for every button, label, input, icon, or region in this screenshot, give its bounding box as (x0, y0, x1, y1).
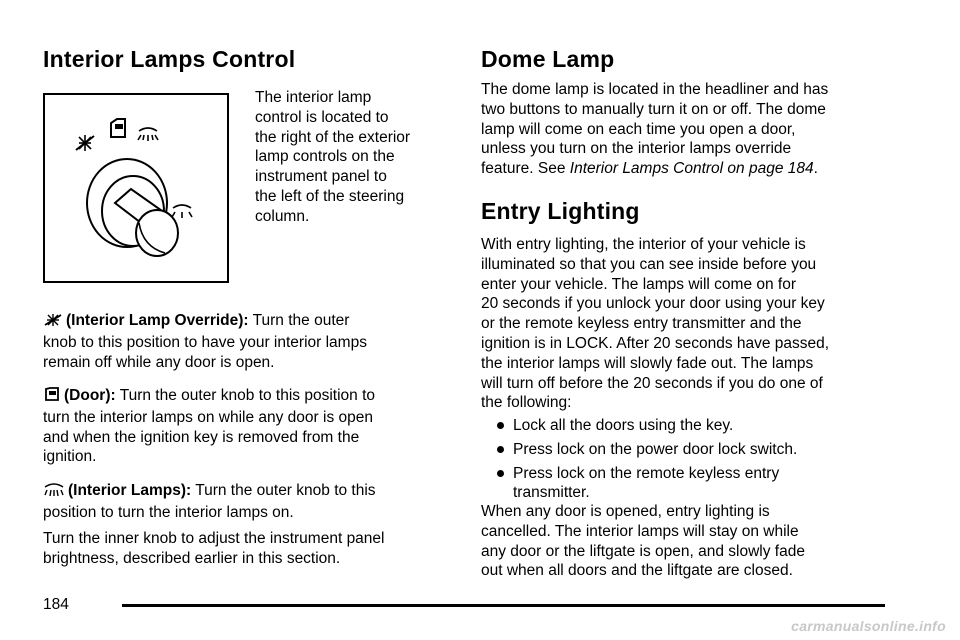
intro-line: lamp controls on the (255, 148, 395, 166)
intro-line: the right of the exterior (255, 128, 411, 146)
intro-line: instrument panel to (255, 168, 387, 186)
paragraph-line (481, 159, 881, 179)
bullet-icon (497, 422, 504, 429)
list-item (481, 464, 881, 504)
interior-lamp-override-icon (43, 313, 63, 333)
page-number: 184 (43, 596, 69, 613)
paragraph-line: When any door is opened, entry lighting is (481, 503, 770, 520)
definition-door (43, 386, 443, 467)
paragraph-line: the interior lamps will slowly fade out. The lamps (481, 354, 814, 372)
intro-line: the left of the steering (255, 187, 405, 205)
dome-lamp-paragraph (481, 80, 881, 179)
list-item (481, 440, 881, 460)
section-heading-interior-lamps-control: Interior Lamps Control (43, 46, 296, 72)
paragraph-line: Turn the inner knob to adjust the instrument panel (43, 530, 385, 547)
list-item (481, 416, 881, 436)
list-item-text: transmitter. (513, 484, 590, 502)
bullet-icon (497, 446, 504, 453)
interior-lamps-icon (43, 483, 65, 503)
definition-text: and when the ignition key is removed from the (43, 428, 360, 446)
definition-text: remain off while any door is open. (43, 353, 275, 371)
paragraph-line: 20 seconds if you unlock your door using your key (481, 295, 825, 313)
definition-term: (Door): (64, 387, 116, 404)
inner-knob-paragraph (43, 529, 443, 569)
definition-first-line (43, 386, 443, 408)
definition-text: knob to this position to have your interior lamps (43, 333, 367, 351)
footer-divider (122, 604, 885, 607)
paragraph-line: the following: (481, 394, 572, 412)
door-icon (43, 386, 61, 408)
list-item-text: Lock all the doors using the key. (513, 417, 734, 434)
definition-text: Turn the outer knob to this position to (119, 387, 376, 404)
paragraph-line: will turn off before the 20 seconds if you do one of (481, 374, 823, 392)
section-heading-entry-lighting: Entry Lighting (481, 198, 640, 224)
paragraph-line: ignition is in LOCK. After 20 seconds have passed, (481, 334, 830, 352)
intro-line: column. (255, 207, 310, 225)
definition-term: (Interior Lamps): (68, 482, 192, 499)
definition-text: Turn the outer (252, 312, 350, 329)
intro-paragraph (255, 88, 455, 227)
definition-term: (Interior Lamp Override): (66, 312, 249, 329)
intro-line: The interior lamp (255, 89, 372, 106)
list-item-text: Press lock on the remote keyless entry (513, 464, 780, 482)
entry-lighting-paragraph (481, 235, 881, 413)
definition-text: position to turn the interior lamps on. (43, 503, 294, 521)
paragraph-text: . (813, 160, 818, 178)
paragraph-line: brightness, described earlier in this section. (43, 549, 341, 567)
bullet-icon (497, 470, 504, 477)
watermark: carmanualsonline.info (791, 618, 946, 634)
list-item-text: Press lock on the power door lock switch. (513, 440, 798, 458)
definition-text: Turn the outer knob to this (195, 482, 376, 499)
closing-paragraph (481, 502, 881, 581)
paragraph-line: cancelled. The interior lamps will stay on while (481, 522, 799, 540)
paragraph-line: unless you turn on the interior lamps override (481, 140, 792, 158)
paragraph-line: With entry lighting, the interior of your vehicle is (481, 236, 806, 253)
paragraph-line: out when all doors and the liftgate are closed. (481, 562, 793, 580)
paragraph-line: illuminated so that you can see inside before you (481, 255, 817, 273)
lamp-control-knob-icon (45, 95, 227, 281)
definition-interior-lamps (43, 481, 443, 523)
intro-line: control is located to (255, 108, 389, 126)
entry-lighting-bullet-list (481, 416, 881, 507)
paragraph-line: any door or the liftgate is open, and slowly fade (481, 542, 805, 560)
paragraph-line: or the remote keyless entry transmitter and the (481, 315, 802, 333)
paragraph-text: feature. See (481, 160, 570, 178)
definition-text: ignition. (43, 448, 97, 466)
definition-first-line (43, 311, 443, 333)
paragraph-line: enter your vehicle. The lamps will come on for (481, 275, 797, 293)
definition-interior-lamp-override (43, 311, 443, 372)
section-heading-dome-lamp: Dome Lamp (481, 46, 615, 72)
paragraph-line: The dome lamp is located in the headliner and has (481, 81, 829, 98)
cross-reference-link[interactable]: Interior Lamps Control on page 184 (569, 160, 814, 178)
paragraph-line: lamp will come on each time you open a door, (481, 120, 796, 138)
lamp-control-illustration (43, 93, 229, 283)
paragraph-line: two buttons to manually turn it on or off. The dome (481, 100, 826, 118)
definition-first-line (43, 481, 443, 503)
definition-text: turn the interior lamps on while any door is open (43, 408, 373, 426)
